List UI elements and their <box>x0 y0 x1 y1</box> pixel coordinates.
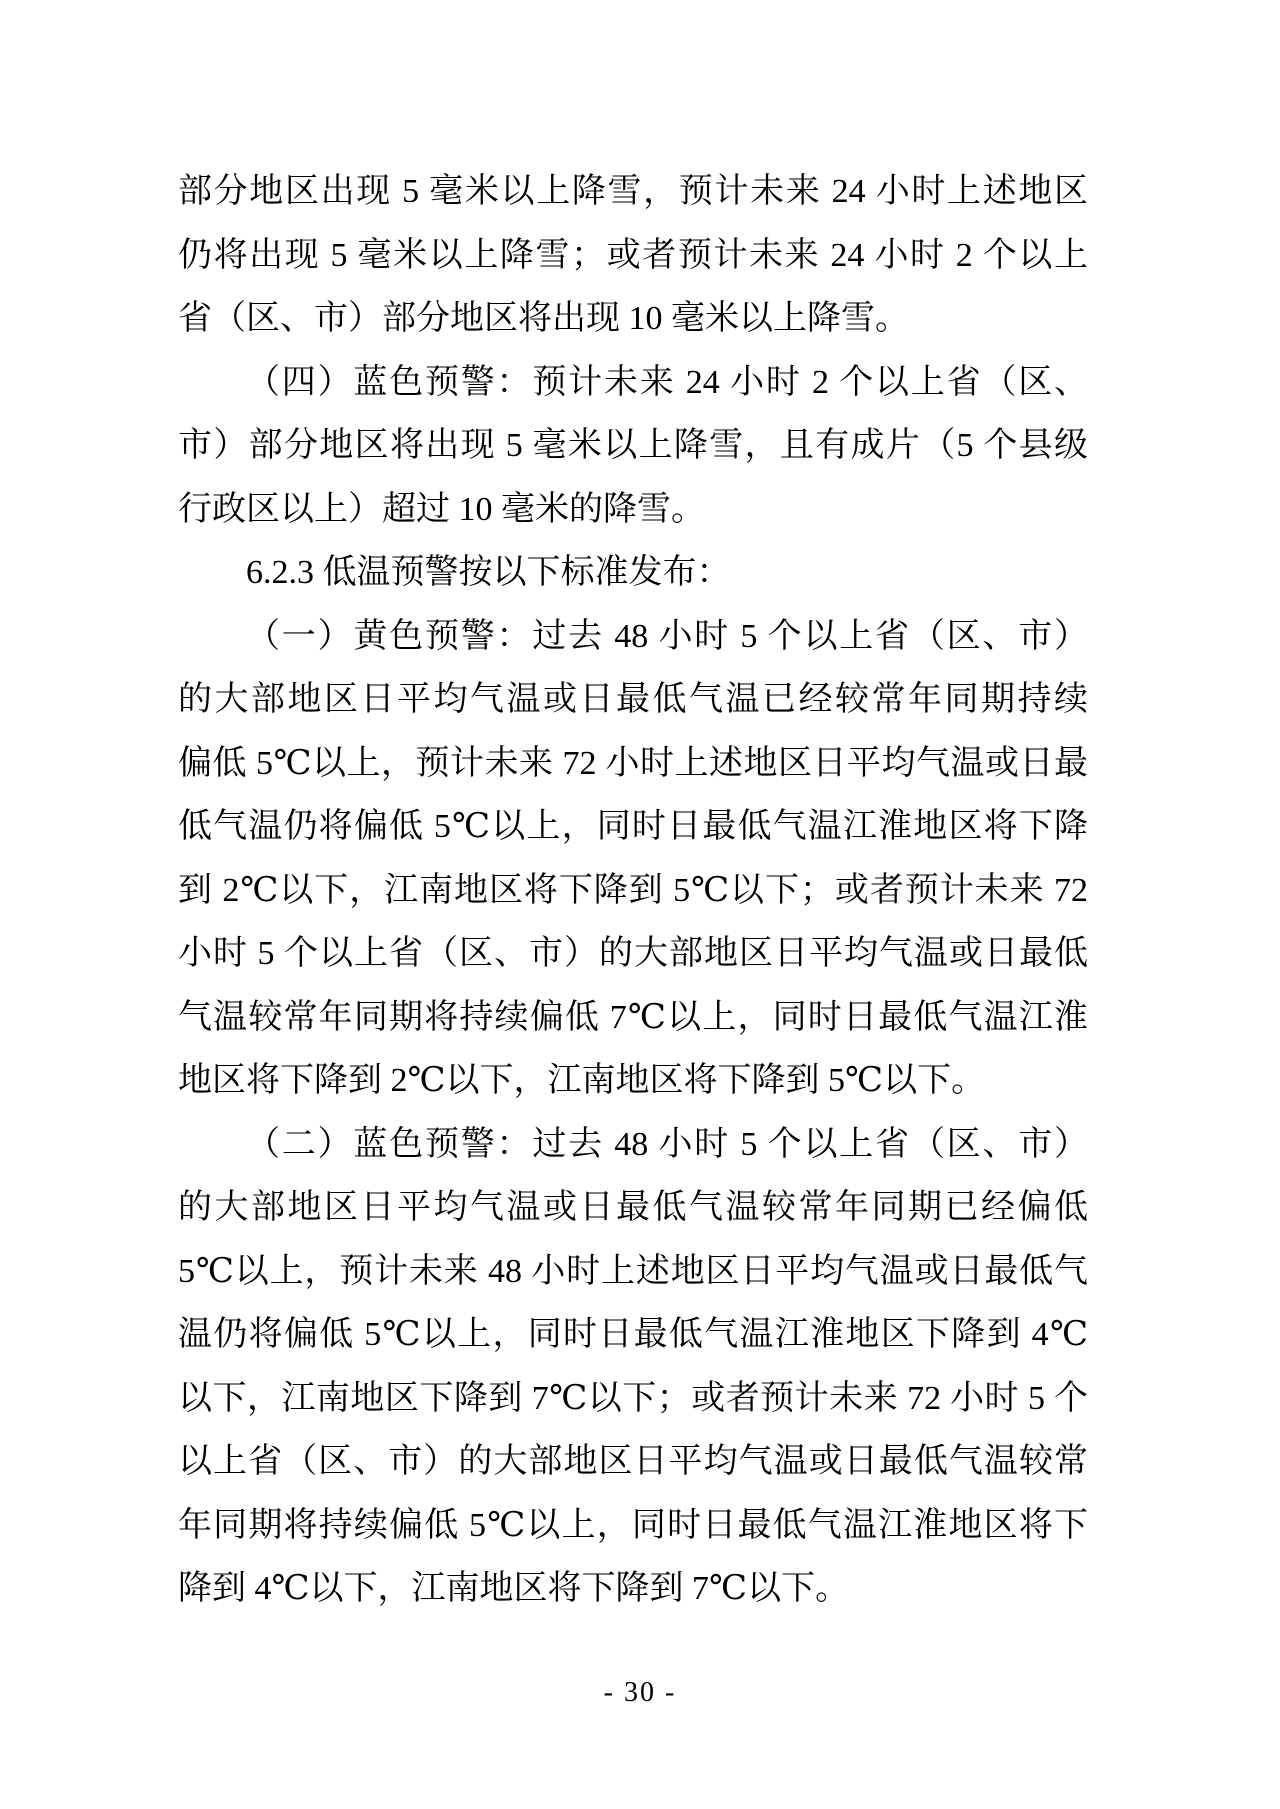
document-body <box>178 160 1088 1621</box>
text-line: （二）蓝色预警：过去 48 小时 5 个以上省（区、市） <box>246 1125 1088 1163</box>
text-line: 气温较常年同期将持续偏低 7℃以上，同时日最低气温江淮 <box>178 998 1088 1036</box>
paragraph-snow-continuation <box>178 160 1088 351</box>
text-line: 以下，江南地区下降到 7℃以下；或者预计未来 72 小时 5 个 <box>178 1379 1088 1417</box>
page-number: - 30 - <box>603 1677 677 1708</box>
text-line: 市）部分地区将出现 5 毫米以上降雪，且有成片（5 个县级 <box>178 427 1088 464</box>
text-line: 偏低 5℃以上，预计未来 72 小时上述地区日平均气温或日最 <box>178 744 1088 782</box>
section-heading: 6.2.3 低温预警按以下标准发布： <box>246 554 731 591</box>
text-line: （四）蓝色预警：预计未来 24 小时 2 个以上省（区、 <box>246 363 1088 401</box>
text-line: 温仍将偏低 5℃以上，同时日最低气温江淮地区下降到 4℃ <box>178 1316 1088 1353</box>
text-line: 行政区以上）超过 10 毫米的降雪。 <box>178 490 705 528</box>
text-line: 以上省（区、市）的大部地区日平均气温或日最低气温较常 <box>178 1443 1088 1480</box>
paragraph-section-heading-623 <box>178 541 1088 605</box>
text-line: 5℃以上，预计未来 48 小时上述地区日平均气温或日最低气 <box>178 1252 1088 1290</box>
text-line: （一）黄色预警：过去 48 小时 5 个以上省（区、市） <box>246 617 1088 655</box>
text-line: 的大部地区日平均气温或日最低气温已经较常年同期持续 <box>178 681 1088 718</box>
paragraph-lowtemp-blue-warning <box>178 1113 1088 1621</box>
text-line: 省（区、市）部分地区将出现 10 毫米以上降雪。 <box>178 300 909 337</box>
text-line: 降到 4℃以下，江南地区将下降到 7℃以下。 <box>178 1570 850 1607</box>
text-line: 部分地区出现 5 毫米以上降雪，预计未来 24 小时上述地区 <box>178 173 1088 210</box>
text-line: 仍将出现 5 毫米以上降雪；或者预计未来 24 小时 2 个以上 <box>178 236 1088 274</box>
text-line: 到 2℃以下，江南地区将下降到 5℃以下；或者预计未来 72 <box>178 871 1088 909</box>
text-line: 小时 5 个以上省（区、市）的大部地区日平均气温或日最低 <box>178 935 1088 972</box>
paragraph-snow-blue-warning <box>178 351 1088 542</box>
paragraph-lowtemp-yellow-warning <box>178 605 1088 1113</box>
text-line: 地区将下降到 2℃以下，江南地区将下降到 5℃以下。 <box>178 1062 986 1099</box>
text-line: 的大部地区日平均气温或日最低气温较常年同期已经偏低 <box>178 1189 1088 1226</box>
text-line: 低气温仍将偏低 5℃以上，同时日最低气温江淮地区将下降 <box>178 808 1088 845</box>
text-line: 年同期将持续偏低 5℃以上，同时日最低气温江淮地区将下 <box>178 1506 1088 1544</box>
